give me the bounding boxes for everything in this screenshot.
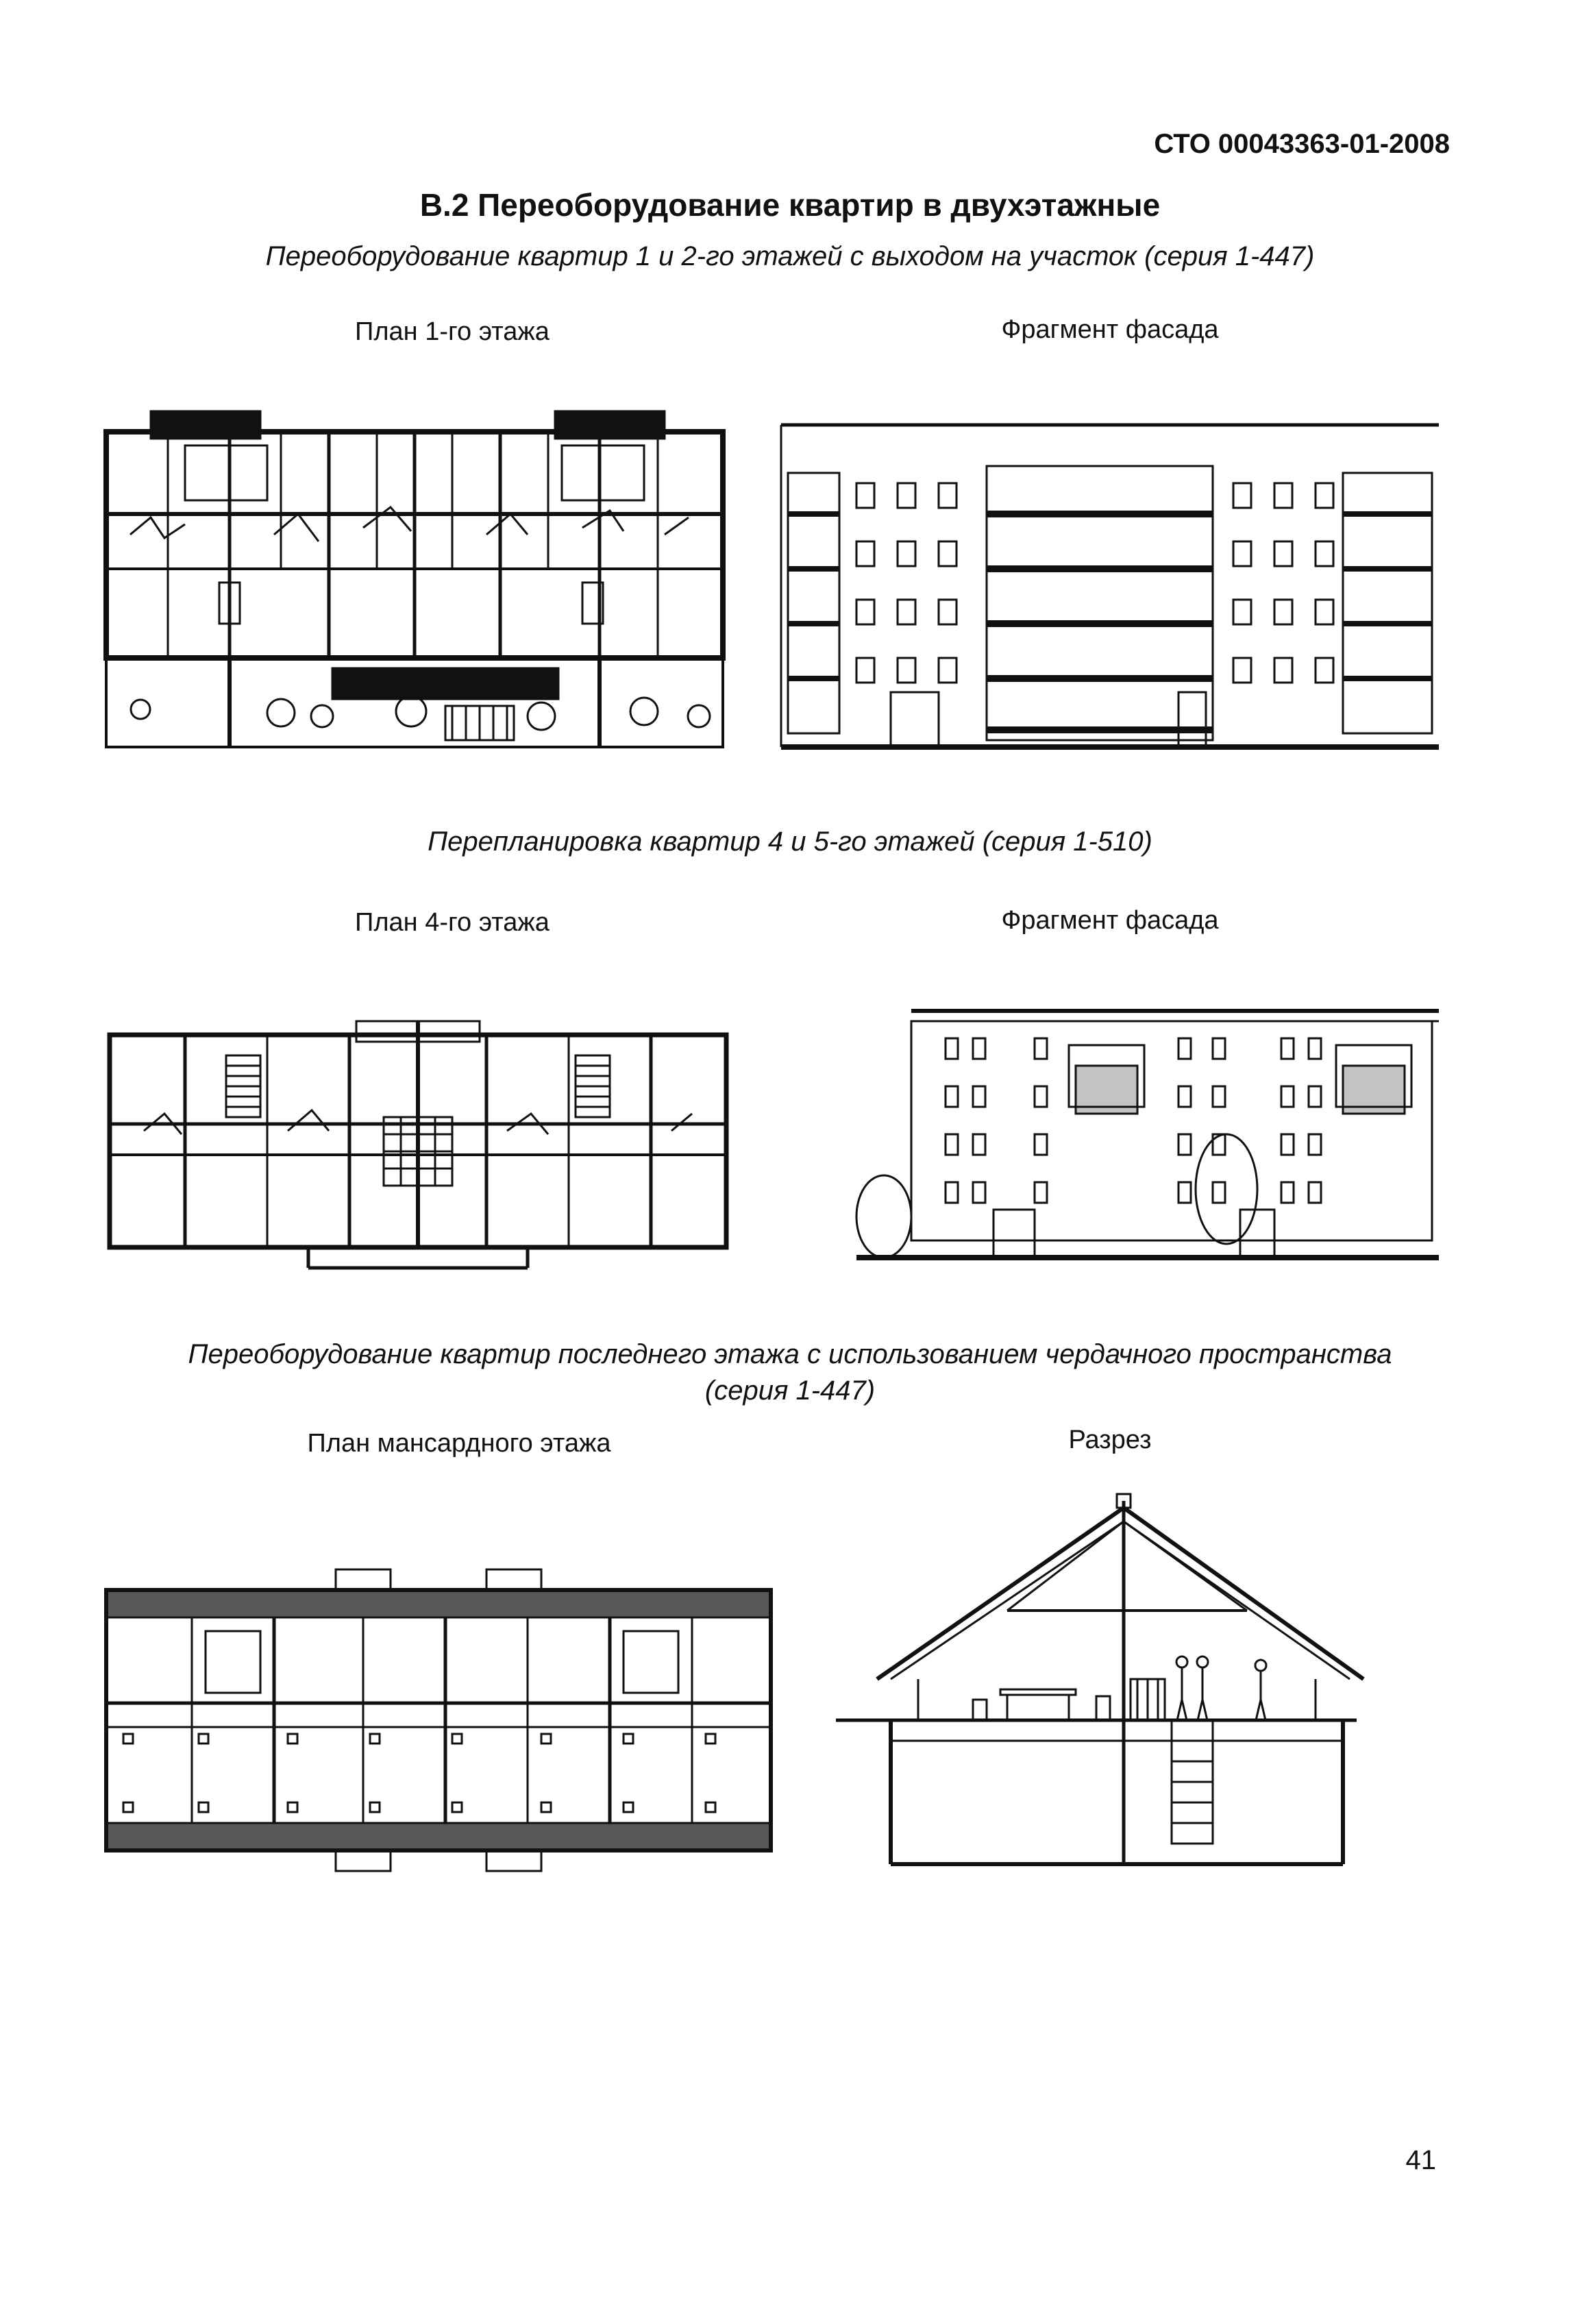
block2-left-caption: План 4-го этажа [355,908,550,937]
attic-plan-drawing [103,1569,774,1885]
block1-right-caption: Фрагмент фасада [1001,315,1219,344]
floor-plan-4-drawing [103,1007,747,1268]
document-code: СТО 00043363-01-2008 [1154,129,1450,159]
block1-subtitle: Переоборудование квартир 1 и 2-го этажей с выходом на участок (серия 1-447) [265,241,1315,271]
block2-subtitle: Перепланировка квартир 4 и 5-го этажей (серия 1-510) [428,827,1152,857]
floor-plan-1-drawing [103,404,747,754]
page-number: 41 [1405,2145,1436,2175]
facade-fragment-1-drawing [781,411,1439,754]
block3-subtitle-line1: Переоборудование квартир последнего этажа с использованием чердачного пространства [188,1339,1392,1369]
block2-right-caption: Фрагмент фасада [1001,906,1219,935]
block3-right-caption: Разрез [1068,1426,1152,1454]
block1-left-caption: План 1-го этажа [355,317,550,346]
facade-fragment-2-drawing [856,1004,1439,1271]
block3-subtitle-line2: (серия 1-447) [704,1375,876,1406]
section-title: В.2 Переоборудование квартир в двухэтажные [419,187,1161,223]
section-drawing [836,1494,1384,1878]
block3-left-caption: План мансардного этажа [307,1429,611,1458]
